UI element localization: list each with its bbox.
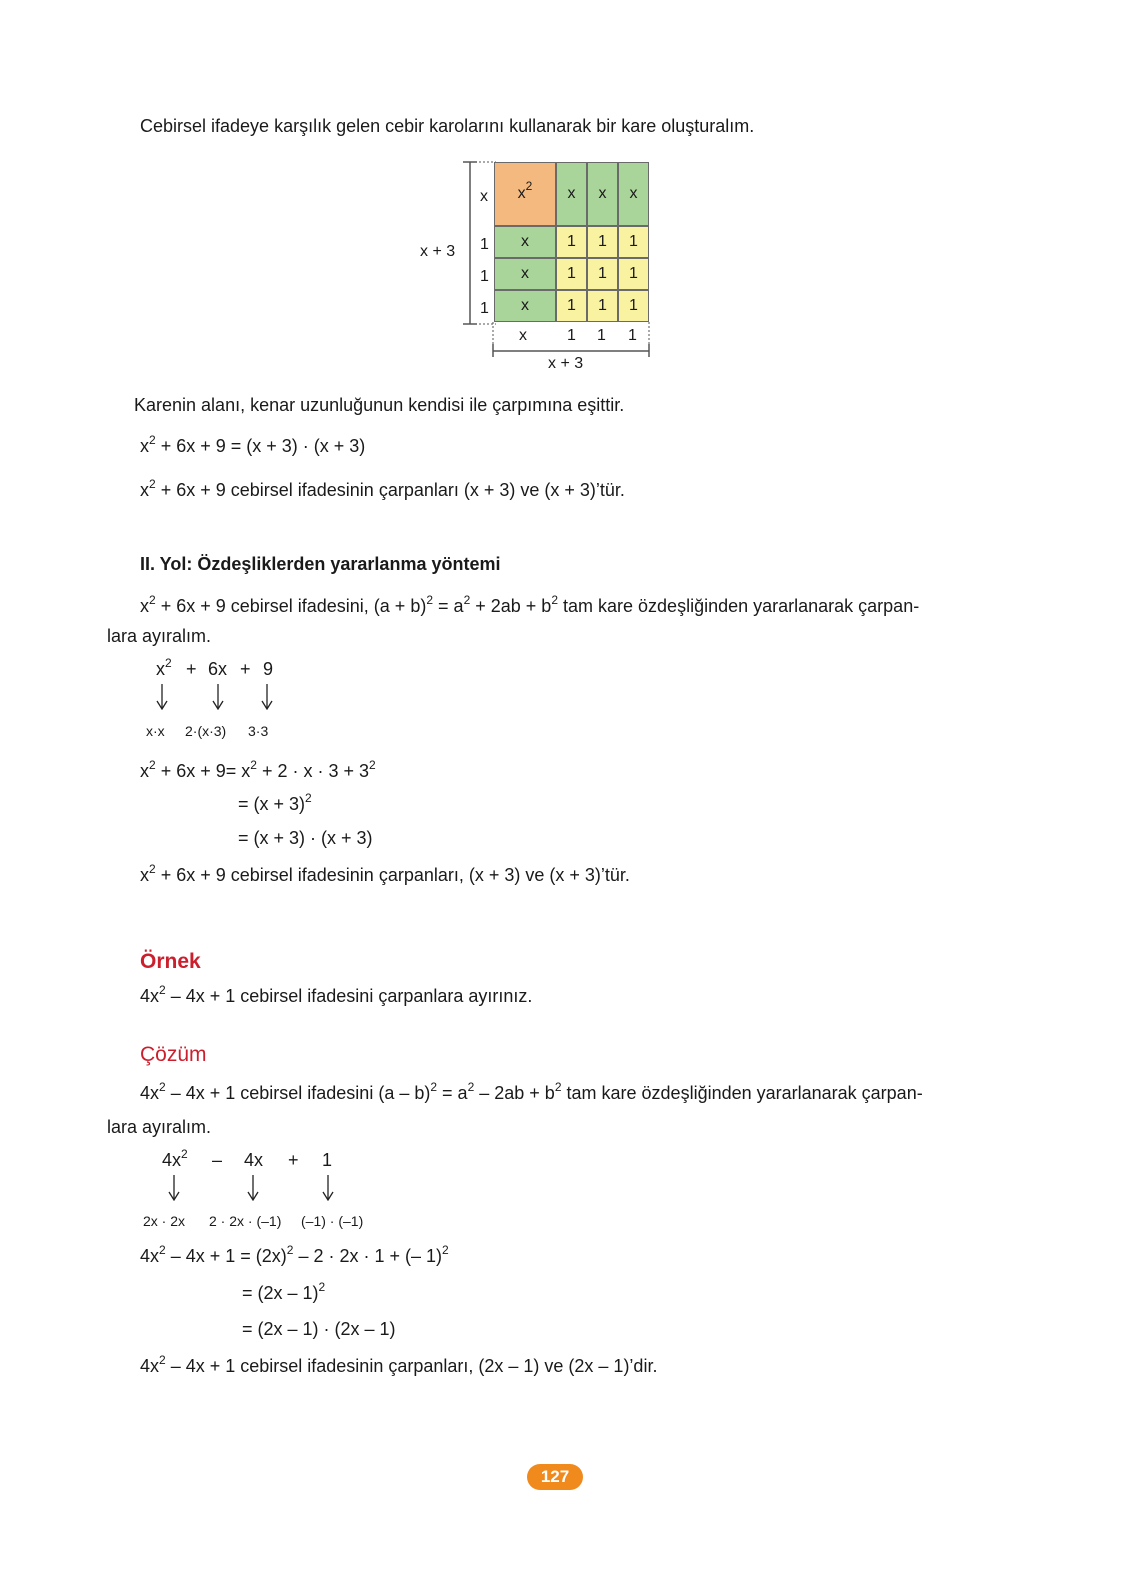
conclusion-1: $x^2 + 6x + 9$ cebirsel ifadesinin çarpanları, (x + 3) ve (x + 3)’tür. [140,862,630,885]
term-4x-squared: $4x^2$ [162,1147,188,1170]
calculation-line-3: = (2x – 1) · (2x – 1) [242,1319,396,1339]
term-minus: – [212,1150,223,1170]
decomposition-term: 2x · 2x [143,1213,186,1229]
area-text: Karenin alanı, kenar uzunluğunun kendisi ile çarpımına eşittir. [134,395,625,415]
left-label-1: 1 [480,268,489,285]
bottom-bracket [490,322,654,358]
tile-one: 1 [556,258,587,290]
down-arrow-icon [167,1175,181,1201]
term-x-squared: $x^2$ [156,656,172,679]
left-label-x: x [480,188,488,205]
page-number-badge: 127 [527,1464,583,1490]
down-arrow-icon [260,684,274,710]
term-plus: + [240,659,251,679]
decomposition-term: 2 · 2x · (–1) [209,1213,282,1229]
conclusion-2: $4x^2 - 4x + 1$ cebirsel ifadesinin çarpanları, (2x – 1) ve (2x – 1)’dir. [140,1353,658,1376]
tile-one: 1 [587,290,618,322]
tile-one: 1 [556,226,587,258]
term-plus: + [288,1150,299,1170]
tile-x: x [556,162,587,226]
bottom-label-1: 1 [567,327,576,344]
tile-x: x [494,226,556,258]
calculation-line-2: = $(x + 3)^2$ [238,791,312,814]
method-2-title: II. Yol: Özdeşliklerden yararlanma yöntemi [140,554,501,574]
equation-2: $x^2 + 6x + 9$ cebirsel ifadesinin çarpanları (x + 3) ve (x + 3)’tür. [140,477,625,500]
tile-one: 1 [618,258,649,290]
method-2-intro-line1: $x^2 + 6x + 9$ cebirsel ifadesini, $(a + b)^2 = a^2 + 2ab + b^2$ tam kare özdeşliğinden yararlanarak çarpan- [140,593,920,616]
left-label-1: 1 [480,300,489,317]
decomposition-term: 2·(x·3) [185,723,227,739]
down-arrow-icon [155,684,169,710]
method-2-intro-line2: lara ayıralım. [107,626,212,646]
tile-x-squared [494,162,556,226]
bottom-label-1: 1 [628,327,637,344]
tile-x: x [587,162,618,226]
tile-one: 1 [587,258,618,290]
tile-one: 1 [618,226,649,258]
calculation-line-3: = (x + 3) · (x + 3) [238,828,373,848]
term-9: 9 [263,659,274,679]
solution-intro-line1: $4x^2 - 4x + 1$ cebirsel ifadesini $(a - b)^2 = a^2 - 2ab + b^2$ tam kare özdeşliğinden yararlanarak çarpan- [140,1080,923,1103]
tile-one: 1 [587,226,618,258]
solution-title: Çözüm [140,1043,207,1066]
example-title: Örnek [140,950,201,973]
intro-text: Cebirsel ifadeye karşılık gelen cebir karolarını kullanarak bir kare oluşturalım. [140,116,755,136]
down-arrow-icon [211,684,225,710]
tile-x: x [618,162,649,226]
left-bracket [460,160,496,328]
left-label-1: 1 [480,236,489,253]
bottom-label-1: 1 [597,327,606,344]
bottom-total-label: x + 3 [548,355,584,372]
calculation-line-1: $4x^2 - 4x + 1 = (2x)^2 - 2 \cdot 2x \cdot 1$ + (– 1)$^2$ [140,1243,449,1266]
calculation-line-2: = (2x – 1)$^2$ [242,1280,326,1303]
calculation-line-1: $x^2 + 6x + 9= x^2 + 2 \cdot x \cdot 3 + 3^2$ [140,758,376,781]
term-4x: 4x [244,1150,264,1170]
tile-x: x [494,290,556,322]
term-6x: 6x [208,659,228,679]
equation-1: $x^2 + 6x + 9 = (x + 3) \cdot (x + 3)$ [140,433,366,456]
term-1: 1 [322,1150,333,1170]
tile-one: 1 [556,290,587,322]
decomposition-term: 3·3 [248,723,269,739]
example-text: $4x^2 - 4x + 1$ cebirsel ifadesini çarpanlara ayırınız. [140,983,533,1006]
bottom-label-x: x [519,327,527,344]
down-arrow-icon [246,1175,260,1201]
down-arrow-icon [321,1175,335,1201]
decomposition-term: (–1) · (–1) [301,1213,364,1229]
tile-one: 1 [618,290,649,322]
term-plus: + [186,659,197,679]
tile-x-squared-label: $x^2$ [517,179,533,202]
tile-x: x [494,258,556,290]
left-total-label: x + 3 [420,243,456,260]
solution-intro-line2: lara ayıralım. [107,1117,212,1137]
decomposition-term: x·x [146,723,165,739]
